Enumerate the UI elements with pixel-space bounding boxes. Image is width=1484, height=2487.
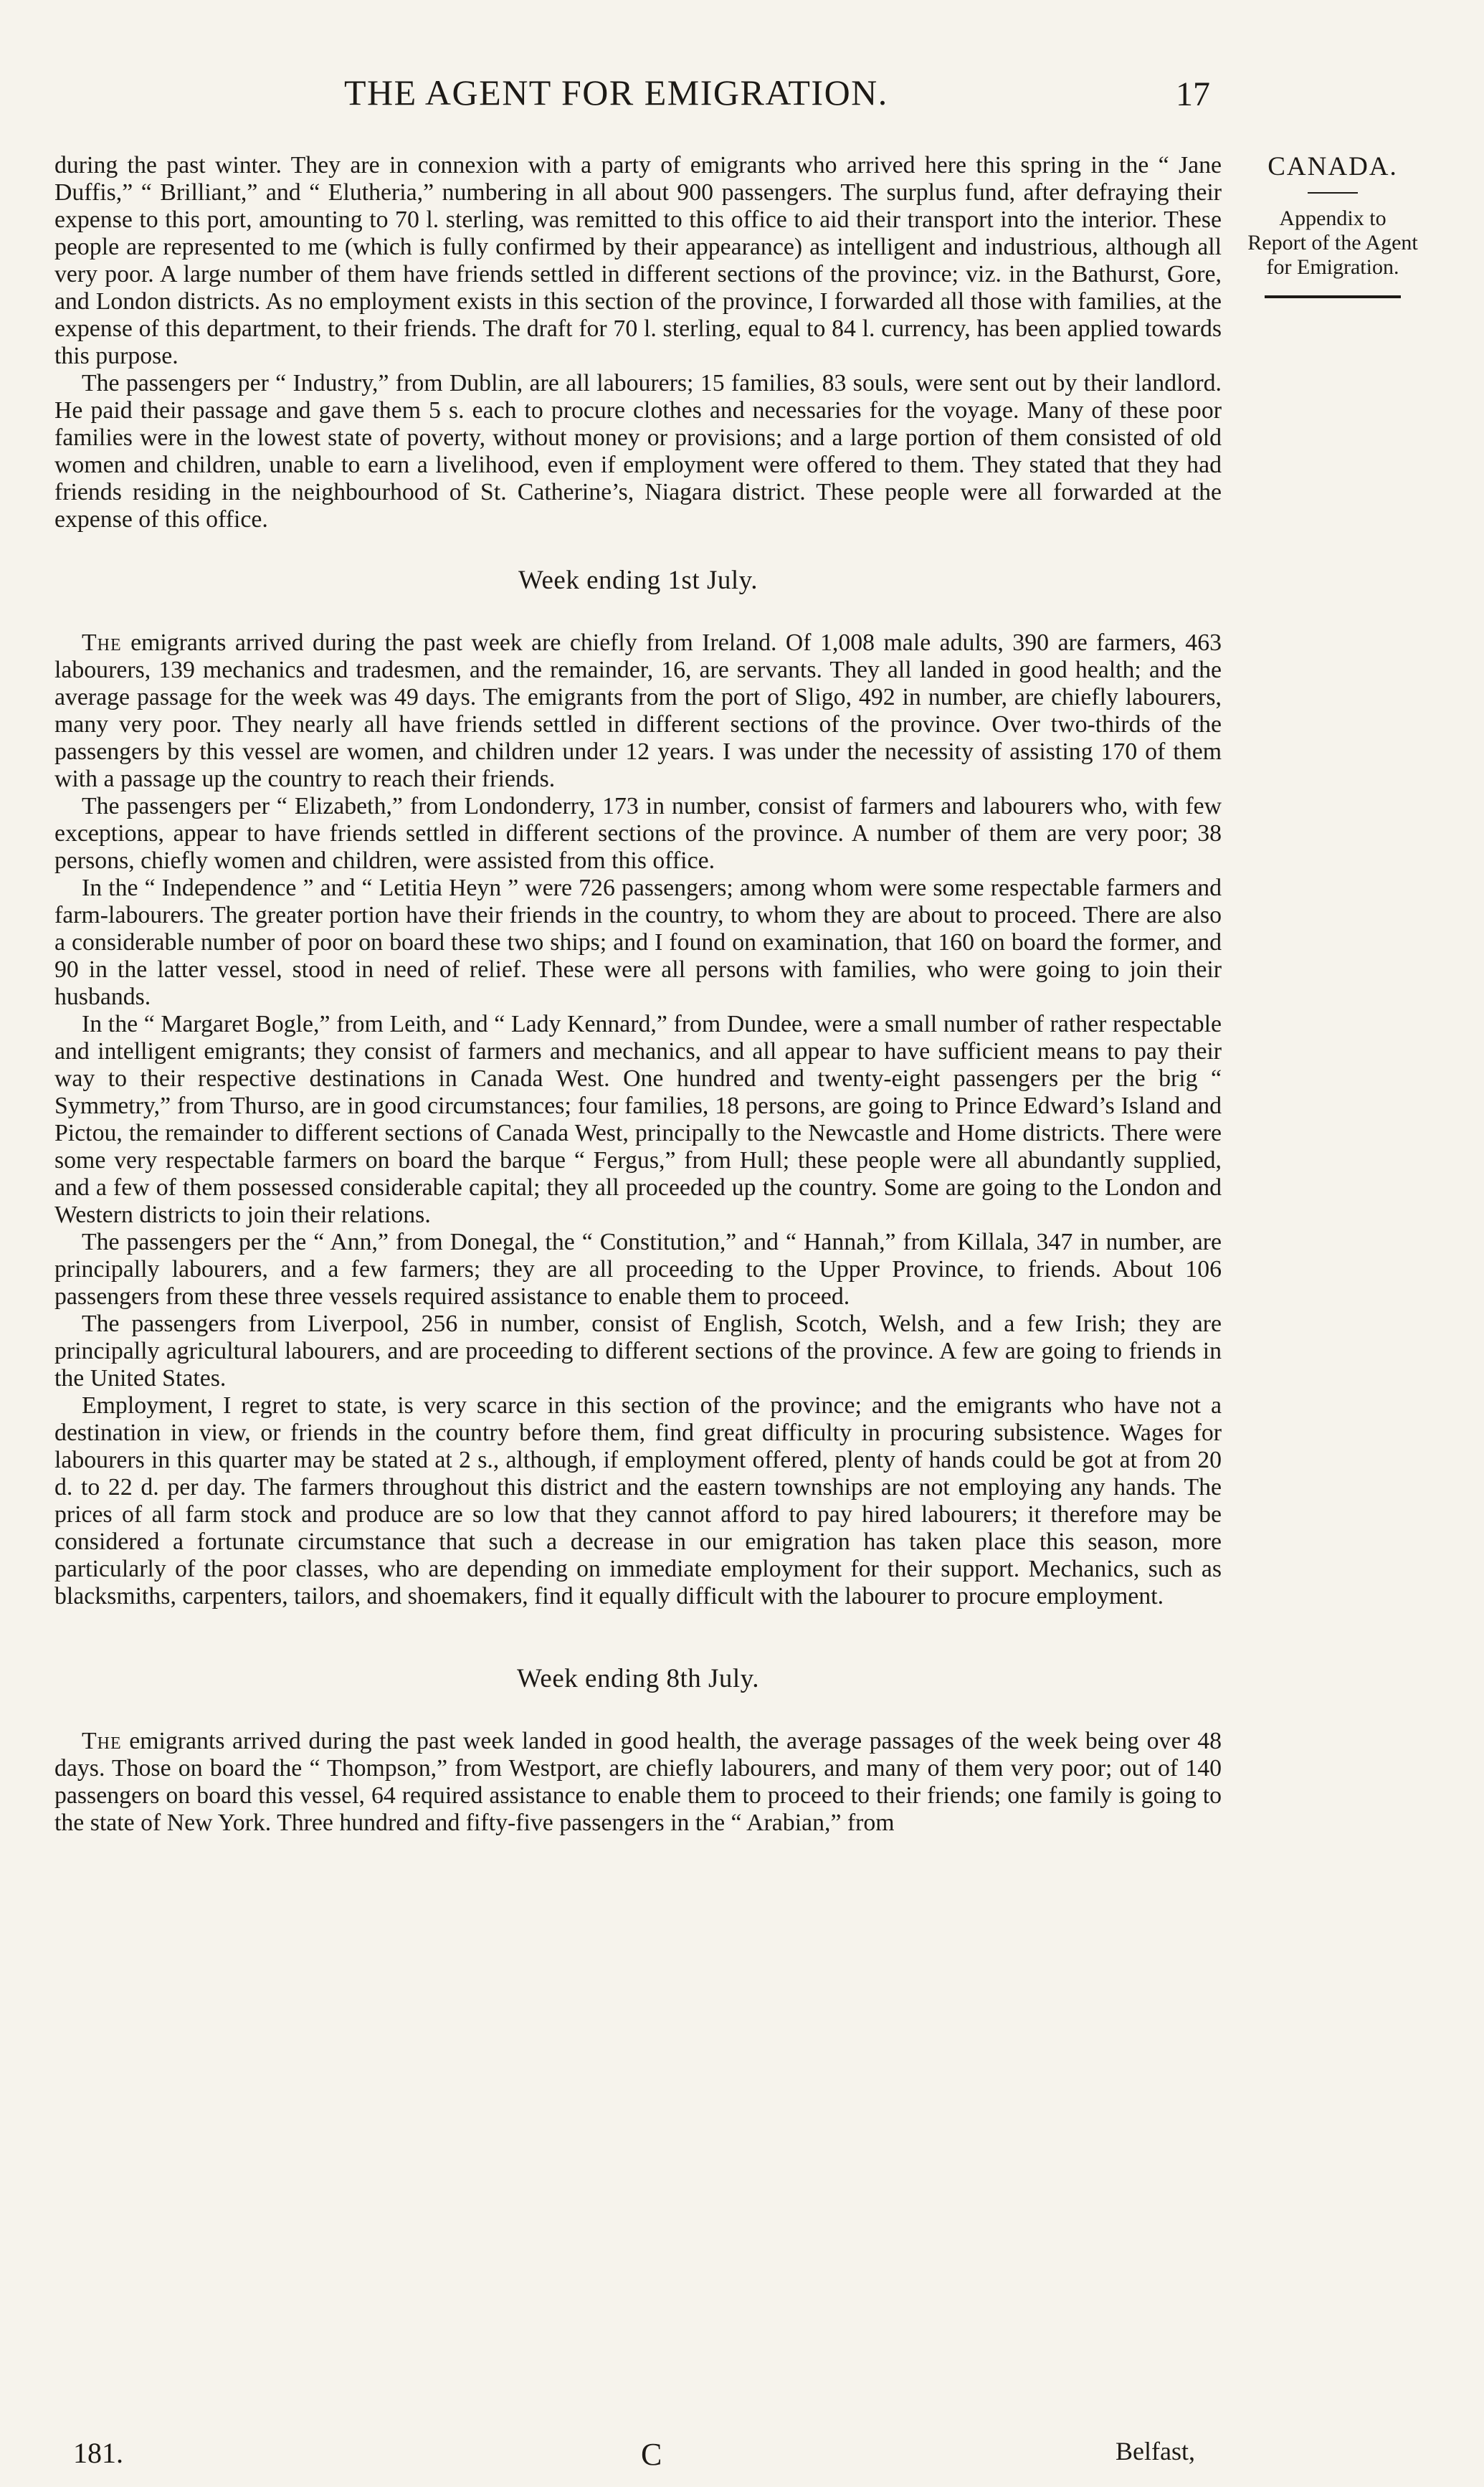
margin-note-title: CANADA. bbox=[1267, 152, 1398, 181]
margin-note-line-3: for Emigration. bbox=[1266, 255, 1399, 279]
margin-note-dash bbox=[1308, 192, 1358, 194]
paragraph: In the “ Margaret Bogle,” from Leith, and “ Lady Kennard,” from Dundee, were a small number of rather respectable and intelligent emigrants; they consist of farmers and mechanics, and all appear to have sufficient means to pay their way to their respective destinations in Canada West. One hundred and twenty-eight passengers per the brig “ Symmetry,” from Thurso, are in good circumstances; four families, 18 persons, are going to Prince Edward’s Island and Pictou, the remainder to different sections of Canada West, principally to the Newcastle and Home districts. There were some very respectable farmers on board the barque “ Fergus,” from Hull; these people were all abundantly supplied, and a few of them possessed considerable capital; they all proceeded up the country. Some are going to the London and Western districts to join their relations. bbox=[54, 1011, 1222, 1228]
spacer bbox=[54, 1610, 1222, 1665]
paragraph-lead-word: The bbox=[82, 629, 122, 656]
paragraph: The passengers per the “ Ann,” from Donegal, the “ Constitution,” and “ Hannah,” from Killala, 347 in number, are principally labourers, and a few farmers; they are all proceeding to the Upper Province, to friends. About 106 passengers from these three vessels required assistance to enable them to proceed. bbox=[54, 1229, 1222, 1310]
paragraph bbox=[54, 629, 1222, 793]
paragraph-text: emigrants arrived during the past week are chiefly from Ireland. Of 1,008 male adults, 390 are farmers, 463 labourers, 139 mechanics and tradesmen, and the remainder, 16, are servants. They all landed in good health; and the average passage for the week was 49 days. The emigrants from the port of Sligo, 492 in number, are chiefly labourers, many very poor. They nearly all have friends settled in different sections of the province. Over two-thirds of the passengers by this vessel are women, and children under 12 years. I was under the necessity of assisting 170 of them with a passage up the country to reach their friends. bbox=[54, 629, 1222, 792]
margin-note-line-1: Appendix to bbox=[1279, 206, 1387, 230]
margin-note bbox=[1229, 152, 1437, 298]
body-text bbox=[54, 152, 1222, 1837]
paragraph: The passengers from Liverpool, 256 in number, consist of English, Scotch, Welsh, and a few Irish; they are principally agricultural labourers, and are proceeding to different sections of the province. A few are going to friends in the United States. bbox=[54, 1311, 1222, 1392]
spacer bbox=[54, 533, 1222, 566]
margin-note-rule bbox=[1265, 295, 1401, 298]
paragraph: In the “ Independence ” and “ Letitia Heyn ” were 726 passengers; among whom were some respectable farmers and farm-labourers. The greater portion have their friends in the country, to whom they are about to proceed. There are also a considerable number of poor on board these two ships; and I found on examination, that 160 on board the former, and 90 in the latter vessel, stood in need of relief. These were all persons with families, who were going to join their husbands. bbox=[54, 875, 1222, 1010]
signature-letter: C bbox=[641, 2437, 662, 2472]
running-title: THE AGENT FOR EMIGRATION. bbox=[344, 72, 888, 113]
paragraph: The passengers per “ Industry,” from Dublin, are all labourers; 15 families, 83 souls, were sent out by their landlord. He paid their passage and gave them 5 s. each to procure clothes and necessaries for the voyage. Many of these poor families were in the lowest state of poverty, without money or provisions; and a large portion of them consisted of old women and children, unable to earn a livelihood, even if employment were offered to them. They stated that they had friends residing in the neighbourhood of St. Catherine’s, Niagara district. These people were all forwarded at the expense of this office. bbox=[54, 370, 1222, 533]
paragraph bbox=[54, 1728, 1222, 1837]
page-footer bbox=[54, 2436, 1222, 2471]
paragraph: during the past winter. They are in connexion with a party of emigrants who arrived here this spring in the “ Jane Duffis,” “ Brilliant,” and “ Elutheria,” numbering in all about 900 passengers. The surplus fund, after defraying their expense to this port, amounting to 70 l. sterling, was remitted to this office to aid their transport into the interior. These people are represented to me (which is fully confirmed by their appearance) as intelligent and industrious, although all very poor. A large number of them have friends settled in different sections of the province; viz. in the Bathurst, Gore, and London districts. As no employment exists in this section of the province, I forwarded all those with families, at the expense of this department, to their friends. The draft for 70 l. sterling, equal to 84 l. currency, has been applied towards this purpose. bbox=[54, 152, 1222, 369]
paragraph-text: emigrants arrived during the past week landed in good health, the average passages of the week being over 48 days. Those on board the “ Thompson,” from Westport, are chiefly labourers, and many of them very poor; out of 140 passengers on board this vessel, 64 required assistance to enable them to proceed to their friends; one family is going to the state of New York. Three hundred and fifty-five passengers in the “ Arabian,” from bbox=[54, 1728, 1222, 1836]
signature-mark: 181. bbox=[73, 2437, 123, 2469]
margin-note-line-2: Report of the Agent bbox=[1247, 231, 1418, 255]
catchword: Belfast, bbox=[1116, 2437, 1195, 2465]
section-heading: Week ending 8th July. bbox=[516, 1664, 760, 1693]
section-heading: Week ending 1st July. bbox=[518, 566, 758, 595]
page-number: 17 bbox=[1176, 75, 1210, 113]
paragraph-lead-word: The bbox=[82, 1728, 122, 1754]
spacer bbox=[54, 595, 1222, 629]
spacer bbox=[54, 1693, 1222, 1728]
paragraph: Employment, I regret to state, is very scarce in this section of the province; and the emigrants who have not a destination in view, or friends in the country before them, find great difficulty in procuring subsistence. Wages for labourers in this quarter may be stated at 2 s., although, if employment offered, plenty of hands could be got at from 20 d. to 22 d. per day. The farmers throughout this district and the eastern townships are not employing any hands. The prices of all farm stock and produce are so low that they cannot afford to pay hired labourers; it therefore may be considered a fortunate circumstance that such a decrease in our emigration has taken place this season, more particularly of the poor classes, who are depending on immediate employment for their support. Mechanics, such as blacksmiths, carpenters, tailors, and shoemakers, find it equally difficult with the labourer to procure employment. bbox=[54, 1392, 1222, 1609]
paragraph: The passengers per “ Elizabeth,” from Londonderry, 173 in number, consist of farmers and labourers who, with few exceptions, appear to have friends settled in different sections of the province. A number of them are very poor; 38 persons, chiefly women and children, were assisted from this office. bbox=[54, 793, 1222, 874]
